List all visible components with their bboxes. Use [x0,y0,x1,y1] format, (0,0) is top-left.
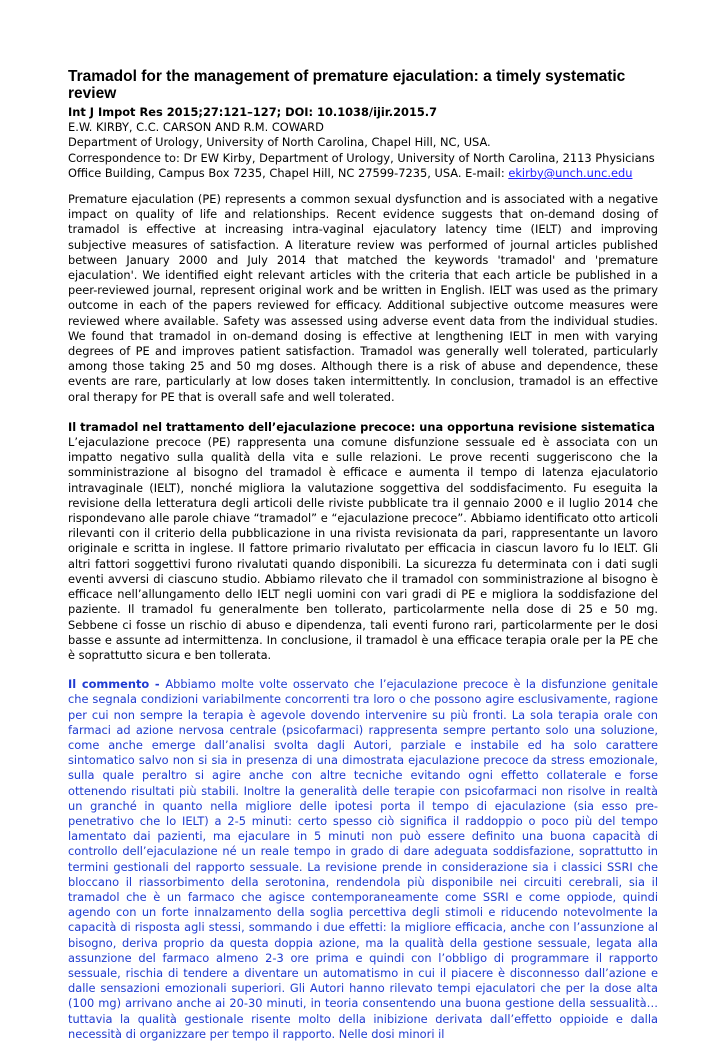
article-meta [68,105,658,181]
department: Department of Urology, University of North Carolina, Chapel Hill, NC, USA. [68,135,491,150]
comment-paragraph [68,677,658,1042]
correspondence [68,151,658,181]
abstract-italian: L’ejaculazione precoce (PE) rappresenta una comune disfunzione sessuale ed è associata con un impatto negativo sulla qualità della vita e sulle relazioni. Le prove recenti suggeriscono che la somministrazione al bisogno del tramadol è efficace e aumenta il tempo di latenza ejaculatorio intravaginale (IELT), nonché migliora la valutazione soggettiva del soddisfacimento. Fu eseguita la revisione della letteratura degli articoli delle riviste pubblicate tra il gennaio 2000 e il luglio 2014 che rispondevano alle parole chiave “tramadol” e “ejaculazione precoce”. Abbiamo identificato otto articoli rilevanti con il criterio della pubblicazione in una rivista revisionata da pari, rappresentante un lavoro originale e scritta in inglese. Il fattore primario rivalutato per efficacia in ciascun lavoro fu lo IELT. Gli altri fattori soggettivi furono rivalutati quando disponibili. La sicurezza fu determinata con i dati sugli eventi avversi di ciascuno studio. Abbiamo rilevato che il tramadol con somministrazione al bisogno è efficace nell’allungamento dello IELT negli uomini con vari gradi di PE e migliora la soddisfazione del paziente. Il tramadol fu generalmente ben tollerato, particolarmente nella dose di 25 e 50 mg. Sebbene ci fosse un rischio di abuso e dipendenza, tali eventi furono rari, particolarmente per le dosi basse e assunte ad intermittenza. In conclusione, il tramadol è una efficace terapia orale per la PE che è soprattutto sicura e ben tollerata. [68,435,658,662]
article-title: Tramadol for the management of premature ejaculation: a timely systematic review [68,68,626,102]
citation: Int J Impot Res 2015;27:121–127; DOI: 10.1038/ijir.2015.7 [68,105,438,119]
comment-lead: Il commento - [68,677,166,692]
correspondence-text: Correspondence to: Dr EW Kirby, Department of Urology, University of North Carolina, 2113 Physicians Office Building, Campus Box 7235, Chapel Hill, NC 27599-7235, USA. E-mail: [68,150,655,180]
email-link[interactable]: ekirby@unch.unc.edu [508,165,633,180]
authors: E.W. KIRBY, C.C. CARSON AND R.M. COWARD [68,120,324,135]
abstract-english: Premature ejaculation (PE) represents a common sexual dysfunction and is associated with a negative impact on quality of life and relationships. Recent evidence suggests that on-demand dosing of tramadol is effective at increasing intra-vaginal ejaculatory latency time (IELT) and improving subjective measures of satisfaction. A literature review was performed of journal articles published between January 2000 and July 2014 that matched the keywords 'tramadol' and 'premature ejaculation'. We identified eight relevant articles with the criteria that each article be published in a peer-reviewed journal, represent original work and be written in English. IELT was used as the primary outcome in each of the papers reviewed for efficacy. Additional subjective outcome measures were reviewed where available. Safety was assessed using adverse event data from the individual studies. We found that tramadol in on-demand dosing is effective at lengthening IELT in men with varying degrees of PE and improves patient satisfaction. Tramadol was generally well tolerated, particularly among those taking 25 and 50 mg doses. Although there is a risk of abuse and dependence, these events are rare, particularly at low doses taken intermittently. In conclusion, tramadol is an effective oral therapy for PE that is overall safe and well tolerated. [68,192,658,404]
comment-body: Abbiamo molte volte osservato che l’ejaculazione precoce è la disfunzione genitale che segnala condizioni variabilmente concorrenti tra loro o che possono agire esclusivamente, ragione per cui non sempre la terapia è agevole dovendo intervenire su più fronti. La sola terapia orale con farmaci ad azione nervosa centrale (psicofarmaci) rappresenta sempre pertanto solo una soluzione, come anche emerge dall’analisi svolta dagli Autori, parziale e instabile ed ha solo carattere sintomatico salvo non si sia in presenza di una dimostrata ejaculazione precoce da stress emozionale, sulla quale peraltro si agire anche con altre tecniche evitando ogni effetto collaterale e forse ottenendo risultati più stabili. Inoltre la generalità delle terapie con psicofarmaci non risolve in realtà un granché in quanto nella migliore delle ipotesi porta il tempo di ejaculazione (sia esso pre-penetrativo che lo IELT) a 2-5 minuti: certo spesso ciò significa il raddoppio o poco più del tempo lamentato dai pazienti, ma ejaculare in 5 minuti non può essere definito una buona capacità di controllo dell’ejaculazione né un reale tempo in grado di dare adeguata soddisfazione, soprattutto in termini gestionali del rapporto sessuale. La revisione prende in considerazione sia i classici SSRI che bloccano il riassorbimento della serotonina, rendendola più disponibile nei circuiti cerebrali, sia il tramadol che è un farmaco che agisce contemporaneamente come SSRI e come oppiode, quindi agendo con un forte innalzamento della soglia percettiva degli stimoli e riducendo notevolmente la capacità di risposta agli stessi, sommando i due effetti: la migliore efficacia, anche con l’assunzione al bisogno, deriva proprio da questa doppia azione, ma la qualità della gestione sessuale, legata alla assunzione del farmaco almeno 2-3 ore prima e quindi con l’obbligo di programmare il rapporto sessuale, rischia di tendere a diventare un automatismo in cui il piacere è disconnesso dall’azione e dalle sensazioni emozionali superiori. Gli Autori hanno rilevato tempi ejaculatori che per la dose alta (100 mg) arrivano anche ai 20-30 minuti, in teoria consentendo una buona gestione della sessualità… tuttavia la qualità gestionale risente molto della inibizione derivata dall’effetto oppioide e dalla necessità di organizzare per tempo il rapporto. Nelle dosi minori il [68,677,658,1041]
italian-title: Il tramadol nel trattamento dell’ejaculazione precoce: una opportuna revisione sistematica [68,419,655,434]
